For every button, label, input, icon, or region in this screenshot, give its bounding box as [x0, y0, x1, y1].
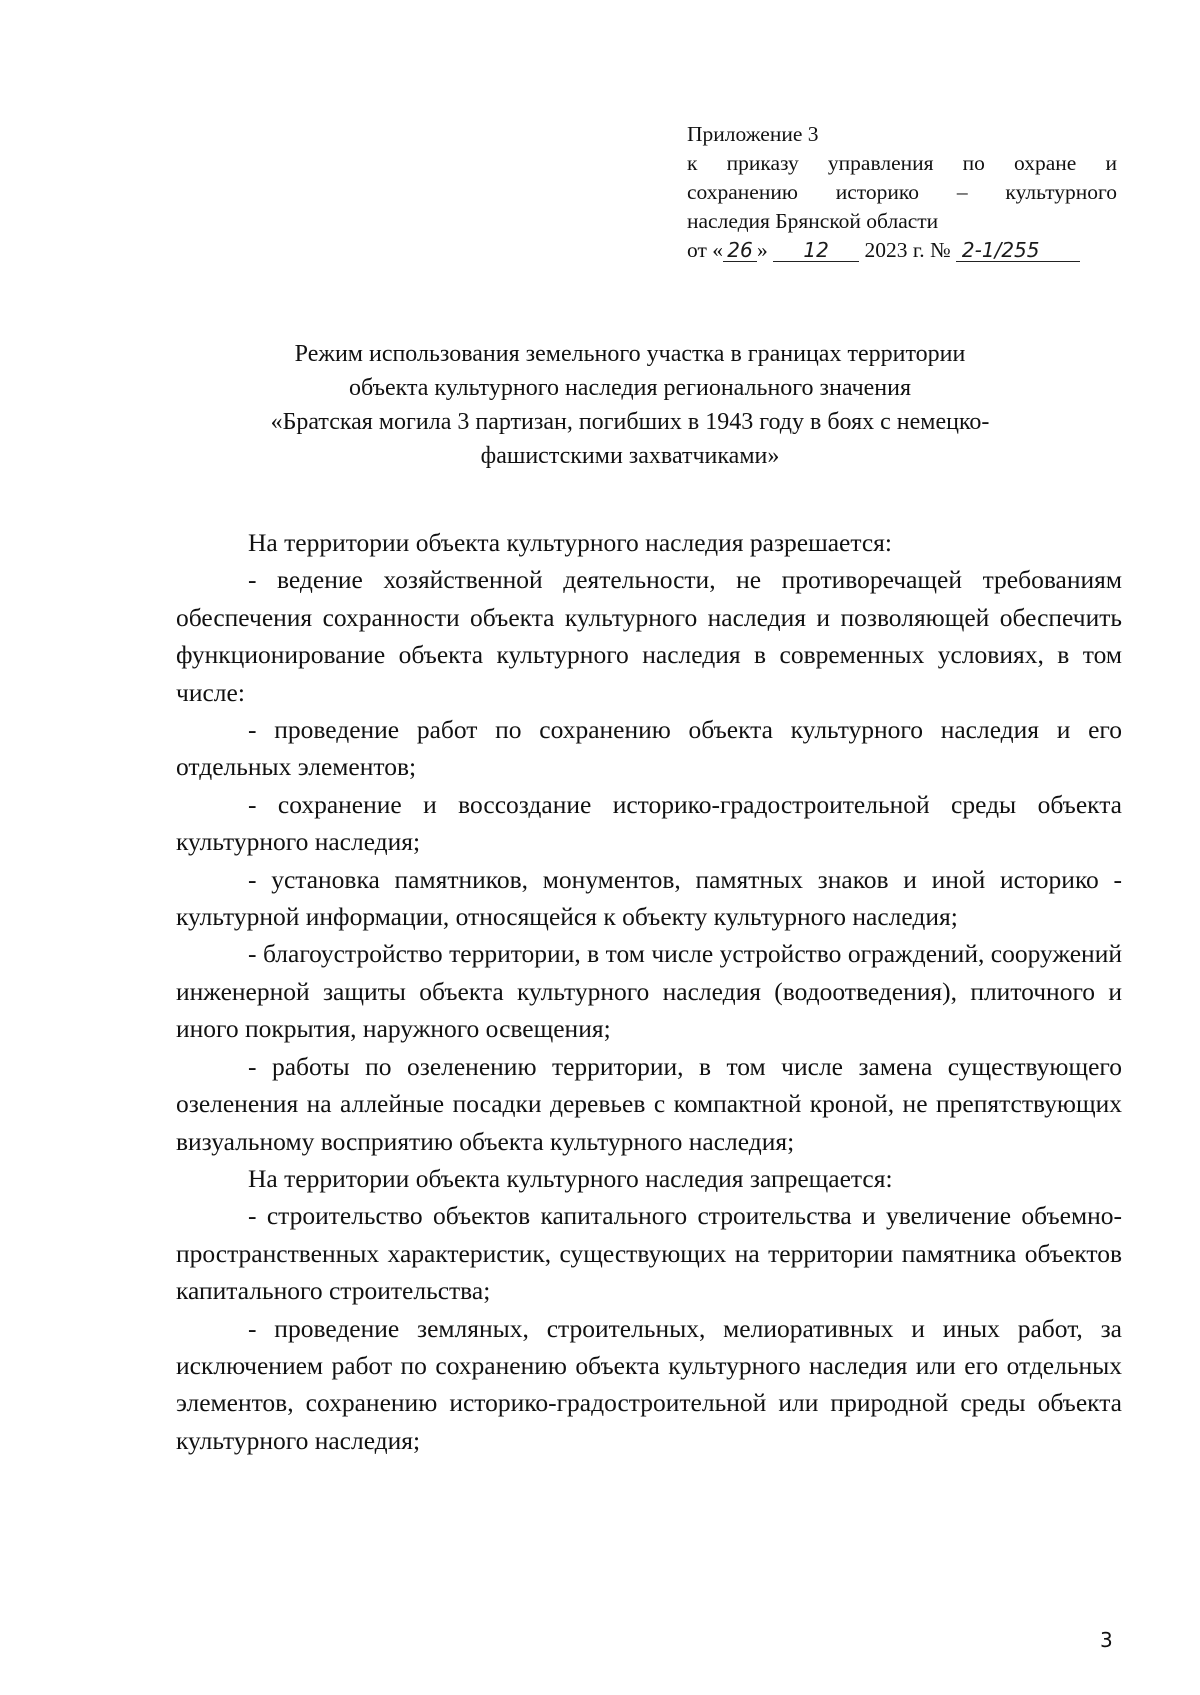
title-line: Режим использования земельного участка в границах территории: [294, 341, 966, 367]
forbidden-item: - проведение земляных, строительных, мелиоративных и иных работ, за исключением работ по сохранению объекта культурного наследия или его отдельных элементов, сохранению историко-градостроительной или природной среды объекта культурного наследия;: [176, 1313, 1122, 1455]
date-close-quote: »: [757, 238, 768, 262]
page-number: 3: [1100, 1628, 1113, 1652]
allowed-item: - проведение работ по сохранению объекта культурного наследия и его отдельных элементов;: [176, 715, 1122, 782]
document-title: [170, 337, 1090, 473]
allowed-item: - ведение хозяйственной деятельности, не противоречащей требованиям обеспечения сохранности объекта культурного наследия и позволяющей обеспечить функционирование объекта культурного наследия в современных условиях, в том числе:: [176, 565, 1122, 707]
allowed-item: - установка памятников, монументов, памятных знаков и иной историко - культурной информации, относящейся к объекту культурного наследия;: [176, 864, 1122, 932]
handwritten-day: 26: [723, 239, 757, 262]
appendix-order-line: наследия Брянской области: [687, 209, 939, 233]
handwritten-order-number: 2-1/255: [956, 239, 1080, 262]
allowed-heading: На территории объекта культурного наследия разрешается:: [248, 528, 892, 557]
appendix-title: Приложение 3: [687, 122, 819, 146]
title-line: фашистскими захватчиками»: [480, 443, 780, 469]
appendix-order-line: сохранению историко – культурного: [687, 180, 1117, 204]
allowed-item: - работы по озеленению территории, в том числе замена существующего озеленения на аллейные посадки деревьев с компактной кроной, не препятствующих визуальному восприятию объекта культурного наследия;: [176, 1051, 1122, 1156]
from-label: от «: [687, 238, 723, 262]
title-line: объекта культурного наследия регионального значения: [348, 375, 912, 401]
handwritten-month: 12: [773, 239, 859, 262]
appendix-header: [687, 120, 1117, 265]
title-line: «Братская могила 3 партизан, погибших в 1943 году в боях с немецко-: [270, 409, 990, 435]
order-date-number-line: [687, 236, 1117, 265]
appendix-order-line: к приказу управления по охране и: [687, 151, 1117, 175]
year-number-label: 2023 г. №: [864, 238, 951, 262]
allowed-item: - сохранение и воссоздание историко-градостроительной среды объекта культурного наследия;: [176, 789, 1122, 857]
document-body: [176, 524, 1122, 1459]
allowed-item: - благоустройство территории, в том числе устройство ограждений, сооружений инженерной защиты объекта культурного наследия (водоотведения), плиточного и иного покрытия, наружного освещения;: [176, 939, 1122, 1044]
forbidden-heading: На территории объекта культурного наследия запрещается:: [248, 1163, 893, 1193]
forbidden-item: - строительство объектов капитального строительства и увеличение объемно-пространственных характеристик, существующих на территории памятника объектов капитального строительства;: [176, 1201, 1122, 1306]
